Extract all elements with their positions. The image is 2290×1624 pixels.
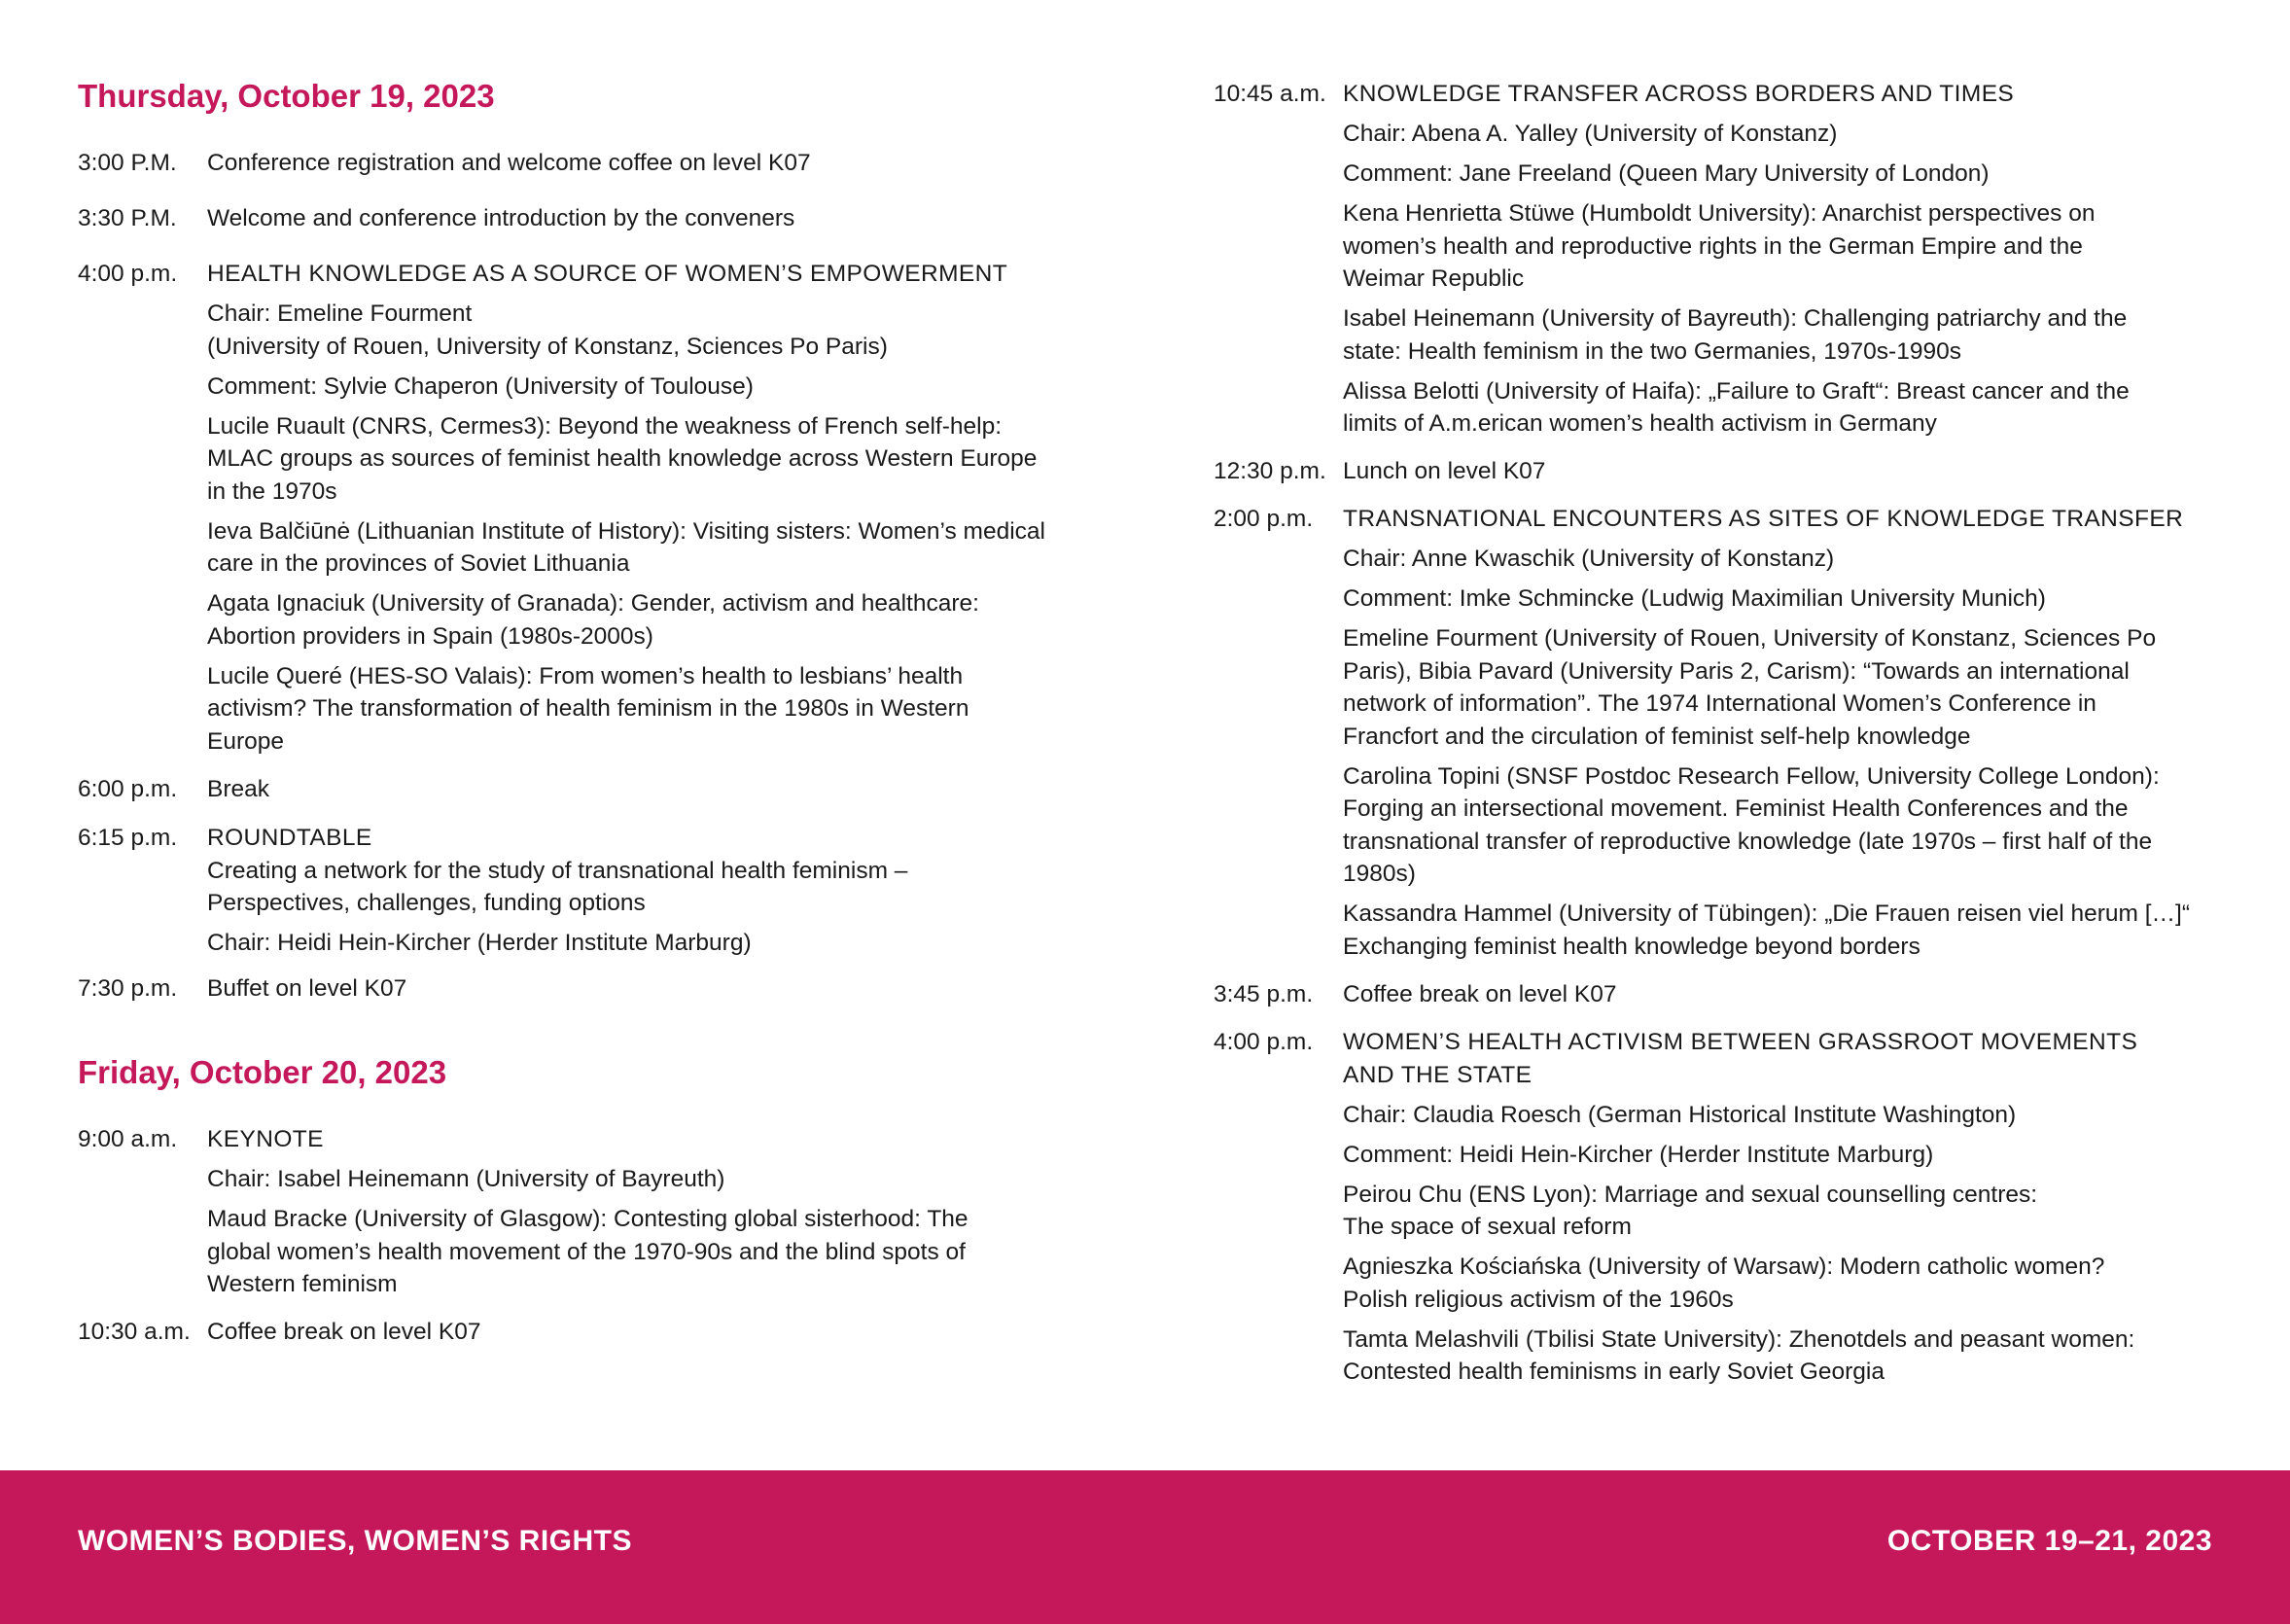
item-line: women’s health and reproductive rights in the German Empire and the: [1343, 232, 2083, 260]
item-line: Kassandra Hammel (University of Tübingen): „Die Frauen reisen viel herum […]“: [1343, 900, 2190, 927]
footer-dates: OCTOBER 19–21, 2023: [1886, 1525, 2212, 1557]
item-line: Polish religious activism of the 1960s: [1343, 1286, 1734, 1313]
item-line: Chair: Anne Kwaschik (University of Konstanz): [1343, 546, 1835, 572]
item-line: in the 1970s: [207, 477, 337, 505]
item-line: Creating a network for the study of transnational health feminism –: [207, 857, 908, 884]
item-time: 3:00 P.M.: [78, 150, 177, 176]
item-line: Chair: Heidi Hein-Kircher (Herder Institute Marburg): [207, 930, 752, 956]
session-title: HEALTH KNOWLEDGE AS A SOURCE OF WOMEN’S EMPOWERMENT: [207, 261, 1008, 287]
item-line: Comment: Sylvie Chaperon (University of Toulouse): [207, 372, 754, 400]
item-line: state: Health feminism in the two Germanies, 1970s-1990s: [1343, 337, 1961, 365]
item-line: The space of sexual reform: [1343, 1214, 1632, 1240]
item-line: Peirou Chu (ENS Lyon): Marriage and sexual counselling centres:: [1343, 1181, 2038, 1208]
item-line: Lucile Ruault (CNRS, Cermes3): Beyond the weakness of French self-help:: [207, 412, 1003, 440]
session-title: KEYNOTE: [207, 1126, 324, 1152]
item-line: Isabel Heinemann (University of Bayreuth): Challenging patriarchy and the: [1343, 305, 2128, 332]
item-line: Paris), Bibia Pavard (University Paris 2, Carism): “Towards an international: [1343, 657, 2130, 685]
item-line: Lucile Queré (HES-SO Valais): From women’s health to lesbians’ health: [207, 662, 964, 689]
footer-title: WOMEN’S BODIES, WOMEN’S RIGHTS: [78, 1525, 633, 1557]
day-title-friday: Friday, October 20, 2023: [78, 1054, 447, 1090]
item-time: 9:00 a.m.: [78, 1126, 178, 1152]
item-line: Buffet on level K07: [207, 975, 407, 1002]
day-title-thursday: Thursday, October 19, 2023: [78, 78, 495, 114]
item-time: 6:00 p.m.: [78, 776, 178, 802]
item-time: 3:30 P.M.: [78, 205, 177, 231]
item-line: Welcome and conference introduction by the conveners: [207, 205, 795, 231]
item-line: Coffee break on level K07: [1343, 981, 1617, 1007]
item-time: 7:30 p.m.: [78, 975, 178, 1002]
item-line: (University of Rouen, University of Konstanz, Sciences Po Paris): [207, 333, 888, 360]
item-line: Break: [207, 776, 270, 802]
item-time: 2:00 p.m.: [1214, 506, 1314, 532]
item-time: 4:00 p.m.: [78, 261, 178, 287]
item-time: 12:30 p.m.: [1214, 458, 1326, 484]
item-line: Lunch on level K07: [1343, 458, 1546, 484]
item-line: transnational transfer of reproductive knowledge (late 1970s – first half of the: [1343, 828, 2153, 855]
item-line: Agata Ignaciuk (University of Granada): Gender, activism and healthcare:: [207, 590, 979, 617]
session-title: TRANSNATIONAL ENCOUNTERS AS SITES OF KNOWLEDGE TRANSFER: [1343, 506, 2184, 532]
item-line: Comment: Heidi Hein-Kircher (Herder Institute Marburg): [1343, 1141, 1934, 1168]
item-line: Chair: Emeline Fourment: [207, 300, 473, 327]
item-line: Francfort and the circulation of feminist self-help knowledge: [1343, 723, 1971, 750]
item-line: Maud Bracke (University of Glasgow): Contesting global sisterhood: The: [207, 1206, 969, 1232]
item-line: Chair: Claudia Roesch (German Historical Institute Washington): [1343, 1101, 2017, 1128]
item-line: Comment: Imke Schmincke (Ludwig Maximilian University Munich): [1343, 585, 2046, 612]
item-line: Chair: Isabel Heinemann (University of Bayreuth): [207, 1166, 725, 1192]
item-time: 3:45 p.m.: [1214, 981, 1314, 1007]
session-title: ROUNDTABLE: [207, 825, 372, 851]
item-line: Perspectives, challenges, funding options: [207, 890, 646, 916]
item-line: Western feminism: [207, 1271, 398, 1297]
item-line: Weimar Republic: [1343, 265, 1525, 292]
item-line: Kena Henrietta Stüwe (Humboldt University): Anarchist perspectives on: [1343, 200, 2096, 227]
item-line: Chair: Abena A. Yalley (University of Konstanz): [1343, 121, 1838, 147]
item-line: network of information”. The 1974 International Women’s Conference in: [1343, 690, 2096, 717]
item-time: 4:00 p.m.: [1214, 1029, 1314, 1055]
session-title: KNOWLEDGE TRANSFER ACROSS BORDERS AND TIMES: [1343, 81, 2015, 107]
item-line: Forging an intersectional movement. Feminist Health Conferences and the: [1343, 795, 2129, 822]
item-line: Carolina Topini (SNSF Postdoc Research Fellow, University College London):: [1343, 762, 2160, 790]
session-title: AND THE STATE: [1343, 1061, 1533, 1088]
item-line: Agnieszka Kościańska (University of Warsaw): Modern catholic women?: [1343, 1253, 2105, 1280]
item-line: Comment: Jane Freeland (Queen Mary University of London): [1343, 160, 1990, 187]
item-line: Europe: [207, 727, 285, 755]
item-time: 6:15 p.m.: [78, 825, 178, 851]
footer-banner: [0, 1470, 2290, 1624]
item-line: MLAC groups as sources of feminist health knowledge across Western Europe: [207, 445, 1038, 472]
item-line: Coffee break on level K07: [207, 1319, 481, 1345]
session-title: WOMEN’S HEALTH ACTIVISM BETWEEN GRASSROOT MOVEMENTS: [1343, 1029, 2138, 1055]
item-line: limits of A.m.erican women’s health activism in Germany: [1343, 410, 1937, 437]
item-line: Contested health feminisms in early Soviet Georgia: [1343, 1359, 1885, 1385]
item-line: activism? The transformation of health feminism in the 1980s in Western: [207, 695, 969, 722]
item-line: Emeline Fourment (University of Rouen, University of Konstanz, Sciences Po: [1343, 625, 2157, 652]
item-line: Ieva Balčiūnė (Lithuanian Institute of History): Visiting sisters: Women’s medical: [207, 517, 1045, 545]
item-line: Alissa Belotti (University of Haifa): „Failure to Graft“: Breast cancer and the: [1343, 377, 2130, 405]
item-line: 1980s): [1343, 861, 1416, 887]
item-time: 10:45 a.m.: [1214, 81, 1326, 107]
item-time: 10:30 a.m.: [78, 1319, 191, 1345]
item-line: global women’s health movement of the 1970-90s and the blind spots of: [207, 1238, 966, 1265]
item-line: Abortion providers in Spain (1980s-2000s): [207, 622, 653, 650]
item-line: Conference registration and welcome coffee on level K07: [207, 150, 811, 176]
item-line: Tamta Melashvili (Tbilisi State University): Zhenotdels and peasant women:: [1343, 1325, 2135, 1353]
item-line: care in the provinces of Soviet Lithuania: [207, 550, 630, 577]
item-line: Exchanging feminist health knowledge beyond borders: [1343, 933, 1920, 960]
